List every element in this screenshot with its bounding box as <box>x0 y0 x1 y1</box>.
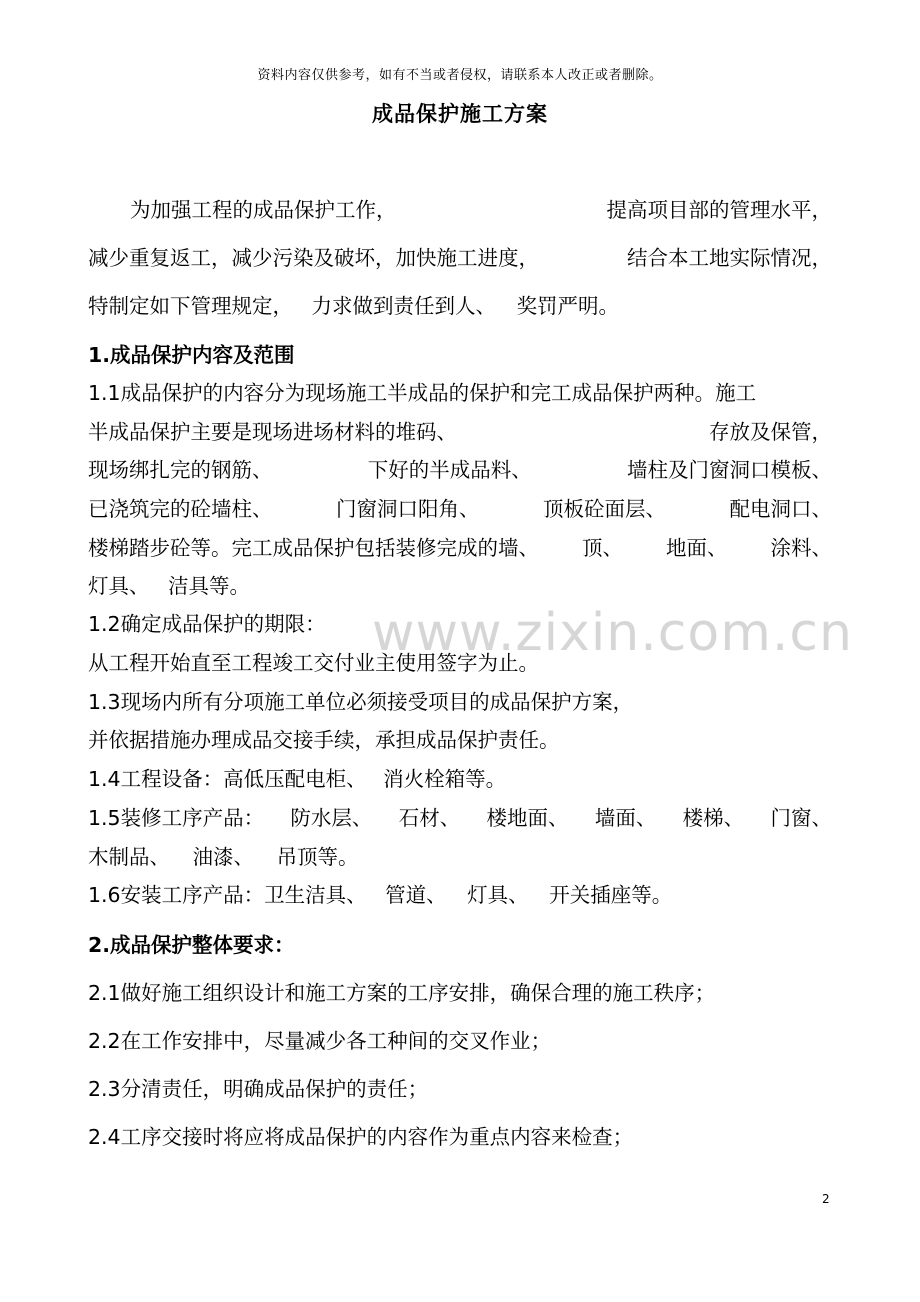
s2-line-3: 2.3分清责任，明确成品保护的责任； <box>88 1077 429 1101</box>
s1-line-4-seg-4: 配电洞口、 <box>729 497 832 521</box>
s1-line-12 <box>88 801 832 831</box>
s1-line-14-seg-3: 灯具、 <box>467 883 529 907</box>
s1-line-14-seg-1: 1.6安装工序产品：卫生洁具、 <box>88 883 367 907</box>
intro-line-3-seg-2: 力求做到责任到人、 <box>311 294 497 318</box>
s1-line-2-seg-1: 半成品保护主要是现场进场材料的堆码、 <box>88 420 457 444</box>
s1-line-4 <box>88 492 832 522</box>
s1-line-4-seg-1: 已浇筑完的砼墙柱、 <box>88 497 273 521</box>
intro-line-2-seg-1: 减少重复返工，减少污染及破坏，加快施工进度， <box>88 246 539 270</box>
s1-line-6-seg-2: 洁具等。 <box>168 574 251 598</box>
s1-line-9 <box>88 685 832 715</box>
s1-line-14 <box>88 878 832 908</box>
s1-line-11 <box>88 762 832 792</box>
s1-line-12-seg-2: 防水层、 <box>290 806 373 830</box>
s1-line-10 <box>88 723 832 753</box>
s1-line-8-seg-1: 从工程开始直至工程竣工交付业主使用签字为止。 <box>88 651 539 675</box>
s1-line-5-seg-3: 地面、 <box>666 536 728 560</box>
intro-line-3-seg-1: 特制定如下管理规定， <box>88 294 293 318</box>
s1-line-11-seg-1: 1.4工程设备：高低压配电柜、 <box>88 767 367 791</box>
s1-line-14-seg-2: 管道、 <box>385 883 447 907</box>
s1-line-3-seg-1: 现场绑扎完的钢筋、 <box>88 458 273 482</box>
s2-line-2: 2.2在工作安排中，尽量减少各工种间的交叉作业； <box>88 1029 552 1053</box>
section-2-heading: 2.成品保护整体要求： <box>88 933 295 957</box>
intro-line-2 <box>88 241 832 271</box>
s1-line-4-seg-2: 门窗洞口阳角、 <box>336 497 480 521</box>
s1-line-7 <box>88 607 832 637</box>
s1-line-3 <box>88 453 832 483</box>
s1-line-13 <box>88 840 832 870</box>
intro-line-1-seg-1: 为加强工程的成品保护工作， <box>130 198 397 222</box>
intro-line-3-seg-3: 奖罚严明。 <box>516 294 620 318</box>
s1-line-9-seg-1: 1.3现场内所有分项施工单位必须接受项目的成品保护方案， <box>88 690 634 714</box>
s1-line-12-seg-6: 楼梯、 <box>682 806 745 830</box>
s1-line-11-seg-2: 消火栓箱等。 <box>383 767 507 791</box>
s1-line-6 <box>88 569 832 599</box>
page-number: 2 <box>822 1192 830 1206</box>
intro-line-2-seg-2: 结合本工地实际情况， <box>627 246 832 270</box>
s1-line-3-seg-2: 下好的半成品料、 <box>367 458 532 482</box>
s1-line-5-seg-1: 楼梯踏步砼等。完工成品保护包括装修完成的墙、 <box>88 536 539 560</box>
s1-line-12-seg-5: 墙面、 <box>594 806 657 830</box>
document-title: 成品保护施工方案 <box>372 102 548 126</box>
s1-line-7-seg-1: 1.2确定成品保护的期限： <box>88 612 326 636</box>
watermark: www.zixin.com.cn <box>372 603 853 663</box>
header-note: 资料内容仅供参考，如有不当或者侵权，请联系本人改正或者删除。 <box>257 68 663 83</box>
intro-line-1-seg-2: 提高项目部的管理水平， <box>606 198 832 222</box>
s1-line-2-seg-2: 存放及保管， <box>709 420 832 444</box>
s1-line-3-seg-3: 墙柱及门窗洞口模板、 <box>627 458 832 482</box>
s1-line-1-seg-1: 1.1成品保护的内容分为现场施工半成品的保护和完工成品保护两种。施工 <box>88 381 757 405</box>
s1-line-14-seg-4: 开关插座等。 <box>549 883 673 907</box>
s1-line-10-seg-1: 并依据措施办理成品交接手续，承担成品保护责任。 <box>88 728 560 752</box>
s1-line-13-seg-2: 油漆、 <box>192 845 255 869</box>
s2-line-4: 2.4工序交接时将应将成品保护的内容作为重点内容来检查； <box>88 1125 634 1149</box>
section-1-heading: 1.成品保护内容及范围 <box>88 343 295 367</box>
s1-line-13-seg-1: 木制品、 <box>88 845 170 869</box>
s1-line-2 <box>88 415 832 445</box>
s1-line-8 <box>88 646 832 676</box>
s1-line-5-seg-4: 涂料、 <box>770 536 832 560</box>
s1-line-4-seg-3: 顶板砼面层、 <box>543 497 666 521</box>
s1-line-1 <box>88 376 832 406</box>
s1-line-5-seg-2: 顶、 <box>582 536 623 560</box>
s1-line-12-seg-1: 1.5装修工序产品： <box>88 806 265 830</box>
s1-line-12-seg-4: 楼地面、 <box>486 806 569 830</box>
s1-line-6-seg-1: 灯具、 <box>88 574 150 598</box>
intro-line-3 <box>88 289 832 319</box>
s1-line-12-seg-3: 石材、 <box>398 806 461 830</box>
intro-line-1 <box>88 193 832 223</box>
s2-line-1: 2.1做好施工组织设计和施工方案的工序安排，确保合理的施工秩序； <box>88 981 716 1005</box>
s1-line-13-seg-3: 吊顶等。 <box>276 845 359 869</box>
s1-line-5 <box>88 531 832 561</box>
s1-line-12-seg-7: 门窗、 <box>770 806 832 830</box>
